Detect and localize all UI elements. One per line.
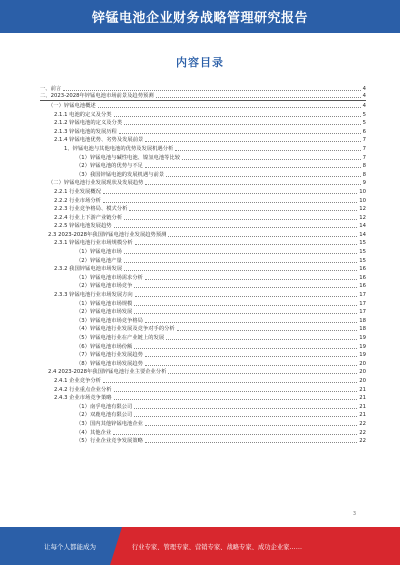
footer-slogan-band (0, 527, 110, 565)
toc-entry-page: 15 (359, 249, 366, 256)
toc-leader-dots (168, 236, 357, 237)
toc-entry[interactable] (40, 153, 366, 162)
toc-entry-page: 19 (359, 352, 366, 359)
toc-leader-dots (114, 391, 358, 392)
toc-entry-page: 4 (362, 102, 366, 109)
toc-entry[interactable] (40, 127, 366, 136)
toc-entry-label: （3）我国锌锰电池的发展机遇与前景 (76, 171, 165, 178)
footer-tagline-band (110, 527, 400, 565)
toc-leader-dots (98, 107, 361, 108)
toc-entry-label: （1）锌锰电池与碱性电池、镍氢电池等比较 (76, 154, 181, 161)
toc-entry[interactable] (40, 359, 366, 368)
toc-leader-dots (124, 270, 357, 271)
toc-entry-page: 14 (359, 223, 366, 230)
toc-entry[interactable] (40, 385, 366, 394)
toc-entry-page: 17 (359, 300, 366, 307)
toc-entry-label: 2.2.1 行业发展概况 (54, 188, 101, 195)
toc-entry[interactable] (40, 368, 366, 377)
toc-leader-dots (145, 167, 361, 168)
toc-leader-dots (124, 262, 358, 263)
toc-entry[interactable] (40, 273, 366, 282)
toc-entry-page: 20 (359, 377, 366, 384)
toc-entry-page: 10 (359, 188, 366, 195)
toc-entry[interactable] (40, 299, 366, 308)
toc-entry-label: （8）锌锰电池市场发展趋势 (76, 360, 143, 367)
toc-leader-dots (166, 339, 357, 340)
toc-entry-label: 一、前言 (40, 85, 62, 92)
toc-leader-dots (119, 133, 361, 134)
toc-leader-dots (145, 322, 357, 323)
toc-leader-dots (145, 184, 360, 185)
toc-entry-label: 2.3.3 锌锰电池行业市场发展方向 (54, 292, 133, 299)
toc-entry-label: 2.2.5 锌锰电池发展趋势 (54, 223, 112, 230)
toc-entry-label: 2.4.2 行业重点企业分析 (54, 386, 112, 393)
toc-entry[interactable] (40, 213, 366, 222)
toc-entry-label: （4）锌锰电池行业发展及竞争对手的分析 (76, 326, 175, 333)
toc-entry-page: 14 (359, 231, 366, 238)
toc-entry[interactable] (40, 110, 366, 119)
toc-entry-label: （3）国内其他锌锰电池企业 (76, 420, 143, 427)
toc-leader-dots (168, 373, 357, 374)
toc-entry-page: 21 (359, 412, 366, 419)
toc-entry-page: 7 (362, 145, 366, 152)
toc-leader-dots (156, 97, 361, 98)
toc-entry-page: 15 (359, 257, 366, 264)
toc-entry[interactable] (40, 196, 366, 205)
footer-slogan: 让每个人都能成为 (44, 542, 96, 551)
toc-entry-page: 18 (359, 317, 366, 324)
toc-leader-dots (145, 365, 357, 366)
toc-entry[interactable] (40, 394, 366, 403)
toc-leader-dots (145, 356, 357, 357)
toc-leader-dots (103, 382, 357, 383)
toc-entry[interactable] (40, 308, 366, 317)
toc-leader-dots (145, 425, 357, 426)
page-header (0, 0, 400, 33)
toc-leader-dots (135, 296, 358, 297)
toc-entry-page: 10 (359, 197, 366, 204)
toc-entry-label: （一）锌锰电池概述 (48, 102, 96, 109)
toc-entry[interactable] (40, 162, 366, 171)
toc-entry-page: 4 (362, 85, 366, 92)
toc-entry-page: 16 (359, 283, 366, 290)
page-footer (0, 527, 400, 565)
toc-entry-label: （1）锌锰电池市场需求分析 (76, 274, 143, 281)
toc-entry-label: （2）锌锰电池市场发展 (76, 309, 133, 316)
toc-entry[interactable] (40, 351, 366, 360)
toc-entry-label: （二）锌锰电池行业发展现状及发展趋势 (48, 180, 144, 187)
toc-entry-label: （7）锌锰电池行业发展趋势 (76, 352, 143, 359)
toc-entry[interactable] (40, 428, 366, 437)
toc-entry[interactable] (40, 101, 366, 110)
toc-leader-dots (114, 227, 358, 228)
toc-entry-page: 21 (359, 403, 366, 410)
toc-entry-page: 4 (362, 93, 366, 100)
toc-leader-dots (124, 253, 358, 254)
toc-leader-dots (114, 399, 358, 400)
toc-entry-label: （2）双鹿电池有限公司 (76, 412, 133, 419)
toc-entry[interactable] (40, 376, 366, 385)
toc-leader-dots (145, 141, 360, 142)
toc-entry[interactable] (40, 290, 366, 299)
toc-entry[interactable] (40, 179, 366, 188)
toc-leader-dots (63, 90, 360, 91)
toc-entry-page: 7 (362, 137, 366, 144)
toc-leader-dots (134, 287, 357, 288)
toc-entry-label: 2.1.1 电池的定义及分类 (54, 111, 112, 118)
toc-entry-label: 2.2.4 行业上下游产业链分析 (54, 214, 123, 221)
toc-entry[interactable] (40, 402, 366, 411)
toc-entry-label: （1）南孚电池有限公司 (76, 403, 133, 410)
toc-entry[interactable] (40, 333, 366, 342)
toc-entry[interactable] (40, 256, 366, 265)
toc-entry[interactable] (40, 282, 366, 291)
toc-entry-label: 2.3.1 锌锰电池行业市场规模分析 (54, 240, 133, 247)
toc-entry-label: （2）锌锰电池产量 (76, 257, 122, 264)
toc-leader-dots (145, 279, 357, 280)
toc-leader-dots (134, 305, 357, 306)
toc-leader-dots (134, 348, 357, 349)
toc-entry-label: 2.1.2 锌锰电池的定义及分类 (54, 120, 123, 127)
toc-entry[interactable] (40, 325, 366, 334)
toc-entry-page: 5 (362, 120, 366, 127)
toc-entry-page: 15 (359, 240, 366, 247)
toc-entry-label: （5）行业企业竞争发展策略 (76, 438, 143, 445)
toc-entry[interactable] (40, 144, 366, 153)
toc-entry-page: 12 (359, 206, 366, 213)
toc-entry-label: 2.2.2 行业市场分析 (54, 197, 101, 204)
toc-entry-label: 2.3 2023-2028年我国锌锰电池行业发展趋势预测 (48, 231, 167, 238)
toc-entry-page: 19 (359, 335, 366, 342)
toc-leader-dots (166, 176, 361, 177)
toc-entry[interactable] (40, 239, 366, 248)
toc-entry[interactable] (40, 230, 366, 239)
toc-entry-label: （3）锌锰电池市场竞争格局 (76, 317, 143, 324)
toc-leader-dots (113, 434, 357, 435)
toc-entry[interactable] (40, 187, 366, 196)
toc-entry-page: 16 (359, 274, 366, 281)
toc-entry-page: 18 (359, 326, 366, 333)
table-of-contents (40, 84, 366, 506)
toc-entry-page: 22 (359, 438, 366, 445)
toc-entry-page: 22 (359, 429, 366, 436)
toc-leader-dots (129, 210, 357, 211)
page-number: 3 (352, 511, 356, 517)
toc-entry-label: 2.1.4 锌锰电池优势、劣势及发展前景 (54, 137, 144, 144)
toc-leader-dots (103, 202, 357, 203)
toc-entry-label: 1、锌锰电池与其他电池的优势及发展机遇分析 (64, 145, 174, 152)
toc-leader-dots (114, 116, 361, 117)
toc-entry-page: 12 (359, 214, 366, 221)
toc-entry[interactable] (40, 316, 366, 325)
toc-leader-dots (103, 193, 357, 194)
toc-entry-label: 2.4.3 企业市场竞争策略 (54, 395, 112, 402)
toc-entry[interactable] (40, 419, 366, 428)
toc-entry-page: 19 (359, 343, 366, 350)
toc-leader-dots (177, 330, 358, 331)
report-title: 锌锰电池企业财务战略管理研究报告 (91, 11, 308, 26)
toc-entry-page: 21 (359, 386, 366, 393)
toc-entry-label: 2.1.3 锌锰电池的发展历程 (54, 128, 117, 135)
toc-entry-page: 9 (362, 180, 366, 187)
toc-leader-dots (134, 416, 357, 417)
toc-leader-dots (145, 442, 357, 443)
toc-entry-label: （1）锌锰电池市场 (76, 249, 122, 256)
toc-entry[interactable] (40, 411, 366, 420)
toc-entry-label: （4）其他企业 (76, 429, 112, 436)
toc-entry-page: 8 (362, 163, 366, 170)
toc-entry-page: 20 (359, 369, 366, 376)
toc-entry[interactable] (40, 205, 366, 214)
toc-entry-page: 6 (362, 128, 366, 135)
toc-entry-page: 20 (359, 360, 366, 367)
toc-leader-dots (182, 159, 361, 160)
toc-entry[interactable] (40, 170, 366, 179)
toc-entry-page: 5 (362, 111, 366, 118)
toc-entry[interactable] (40, 265, 366, 274)
toc-entry-label: 二、2023-2028年锌锰电池市场前景及趋势预测 (40, 93, 154, 100)
toc-entry-page: 17 (359, 292, 366, 299)
toc-leader-dots (134, 408, 357, 409)
toc-entry[interactable] (40, 437, 366, 446)
toc-entry-label: 2.3.2 我国锌锰电池市场发展 (54, 266, 123, 273)
toc-entry-label: 2.4.1 企业竞争分析 (54, 377, 101, 384)
toc-entry[interactable] (40, 93, 366, 102)
toc-entry-page: 7 (362, 154, 366, 161)
toc-leader-dots (124, 219, 357, 220)
toc-entry[interactable] (40, 342, 366, 351)
toc-entry[interactable] (40, 119, 366, 128)
toc-entry-page: 16 (359, 266, 366, 273)
toc-entry-label: 2.2.3 行业竞争格局、模式分析 (54, 206, 128, 213)
toc-entry-label: （6）锌锰电池市场份额 (76, 343, 133, 350)
toc-entry-label: （1）锌锰电池市场规模 (76, 300, 133, 307)
toc-entry-label: 2.4 2023-2028年我国锌锰电池行业主要企业分析 (48, 369, 167, 376)
toc-entry-label: （2）锌锰电池的优势与不足 (76, 163, 143, 170)
toc-entry-page: 21 (359, 395, 366, 402)
toc-entry-page: 8 (362, 171, 366, 178)
toc-entry-page: 22 (359, 420, 366, 427)
toc-entry[interactable] (40, 84, 366, 93)
toc-entry[interactable] (40, 136, 366, 145)
toc-entry-label: （5）锌锰电池行业在产业链上的发展 (76, 335, 165, 342)
toc-entry[interactable] (40, 247, 366, 256)
toc-leader-dots (135, 244, 358, 245)
footer-tagline: 行业专家、管理专家、营销专家、战略专家、成功企业家…… (132, 543, 303, 551)
toc-entry-page: 17 (359, 309, 366, 316)
toc-heading: 内容目录 (176, 56, 224, 69)
toc-leader-dots (124, 124, 360, 125)
toc-leader-dots (134, 313, 357, 314)
toc-leader-dots (175, 150, 360, 151)
toc-entry-label: （2）锌锰电池市场竞争 (76, 283, 133, 290)
toc-entry[interactable] (40, 222, 366, 231)
